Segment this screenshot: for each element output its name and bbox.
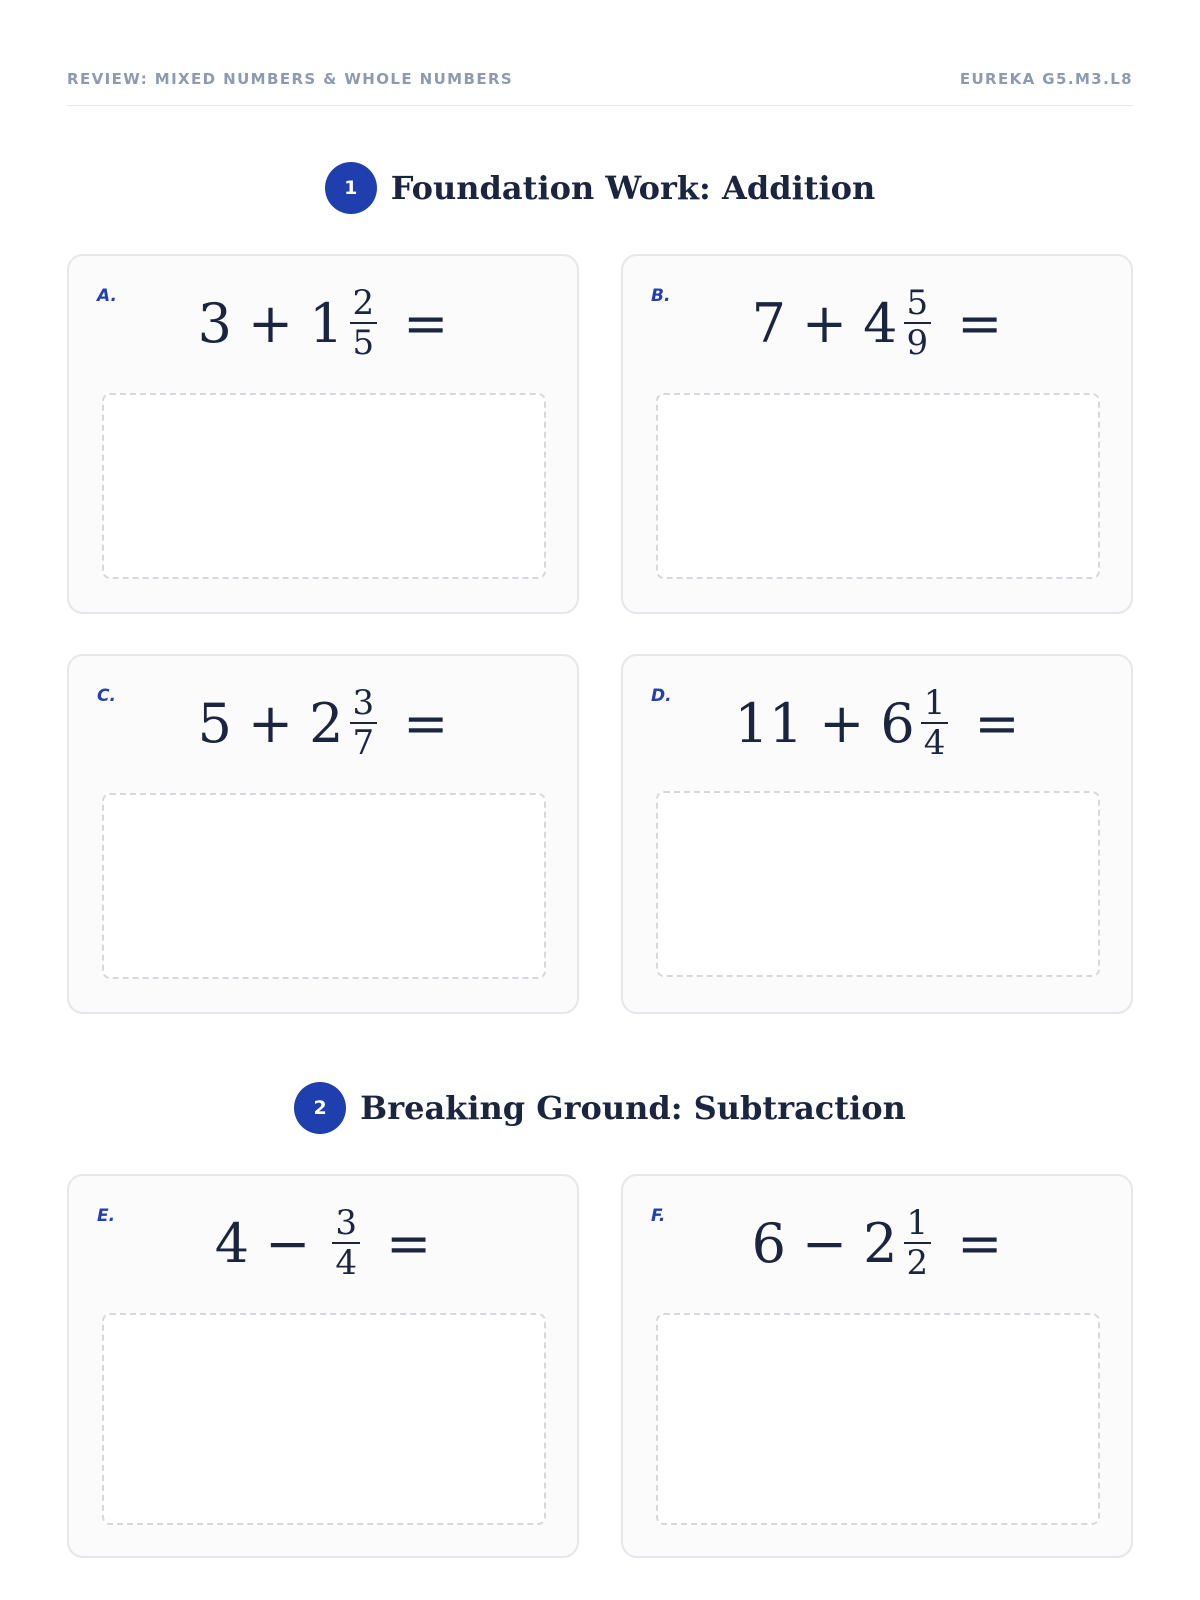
operator: + bbox=[819, 691, 865, 755]
denominator: 5 bbox=[352, 323, 375, 363]
problem-expression bbox=[623, 1203, 1131, 1283]
equals-sign: = bbox=[403, 291, 449, 355]
answer-box[interactable] bbox=[656, 1313, 1100, 1525]
answer-box[interactable] bbox=[102, 793, 546, 979]
problem-card-b bbox=[621, 254, 1133, 614]
whole-number: 11 bbox=[734, 691, 804, 755]
problem-expression bbox=[69, 1203, 577, 1283]
numerator: 2 bbox=[350, 286, 378, 324]
worksheet-topic: REVIEW: MIXED NUMBERS & WHOLE NUMBERS bbox=[67, 70, 514, 88]
problem-label: B. bbox=[651, 286, 671, 306]
numerator: 1 bbox=[921, 686, 949, 724]
section-number-badge: 2 bbox=[294, 1082, 346, 1134]
section-title: Breaking Ground: Subtraction bbox=[360, 1089, 906, 1127]
whole-number: 5 bbox=[197, 691, 232, 755]
equals-sign: = bbox=[957, 1211, 1003, 1275]
problem-label: A. bbox=[97, 286, 117, 306]
numerator: 1 bbox=[904, 1206, 932, 1244]
problem-expression bbox=[69, 283, 577, 363]
equals-sign: = bbox=[957, 291, 1003, 355]
problem-card-a bbox=[67, 254, 579, 614]
problem-expression bbox=[69, 683, 577, 763]
curriculum-code: EUREKA G5.M3.L8 bbox=[959, 70, 1133, 88]
numerator: 3 bbox=[350, 686, 378, 724]
problem-expression bbox=[623, 683, 1131, 763]
mixed-whole: 1 bbox=[309, 291, 344, 355]
fraction bbox=[332, 1203, 360, 1283]
operator: + bbox=[801, 291, 848, 355]
numerator: 3 bbox=[332, 1206, 360, 1244]
whole-number: 7 bbox=[751, 291, 786, 355]
fraction bbox=[350, 683, 378, 763]
mixed-whole: 2 bbox=[863, 1211, 898, 1275]
fraction bbox=[921, 683, 949, 763]
whole-number: 3 bbox=[197, 291, 232, 355]
operator: − bbox=[265, 1211, 311, 1275]
section-number-badge: 1 bbox=[325, 162, 377, 214]
problem-label: C. bbox=[97, 686, 116, 706]
operator: − bbox=[801, 1211, 848, 1275]
problem-expression bbox=[623, 283, 1131, 363]
worksheet-header bbox=[67, 66, 1133, 106]
numerator: 5 bbox=[904, 286, 932, 324]
mixed-whole: 4 bbox=[863, 291, 898, 355]
mixed-whole: 6 bbox=[880, 691, 915, 755]
whole-number: 4 bbox=[214, 1211, 250, 1275]
problem-card-f bbox=[621, 1174, 1133, 1558]
problem-card-c bbox=[67, 654, 579, 1014]
section-heading-addition bbox=[0, 162, 1200, 214]
whole-number: 6 bbox=[751, 1211, 786, 1275]
equals-sign: = bbox=[403, 691, 449, 755]
equals-sign: = bbox=[386, 1211, 432, 1275]
denominator: 4 bbox=[335, 1243, 357, 1283]
answer-box[interactable] bbox=[656, 791, 1100, 977]
problem-label: E. bbox=[97, 1206, 116, 1226]
problem-card-e bbox=[67, 1174, 579, 1558]
fraction bbox=[904, 1203, 932, 1283]
mixed-whole: 2 bbox=[309, 691, 344, 755]
denominator: 2 bbox=[906, 1243, 929, 1283]
equals-sign: = bbox=[974, 691, 1020, 755]
fraction bbox=[350, 283, 378, 363]
denominator: 9 bbox=[906, 323, 929, 363]
operator: + bbox=[247, 691, 294, 755]
problem-label: D. bbox=[651, 686, 672, 706]
section-heading-subtraction bbox=[0, 1082, 1200, 1134]
answer-box[interactable] bbox=[102, 1313, 546, 1525]
fraction bbox=[904, 283, 932, 363]
answer-box[interactable] bbox=[656, 393, 1100, 579]
answer-box[interactable] bbox=[102, 393, 546, 579]
section-title: Foundation Work: Addition bbox=[390, 169, 876, 207]
problem-card-d bbox=[621, 654, 1133, 1014]
denominator: 4 bbox=[923, 723, 946, 763]
denominator: 7 bbox=[352, 723, 375, 763]
operator: + bbox=[247, 291, 294, 355]
problem-label: F. bbox=[651, 1206, 666, 1226]
